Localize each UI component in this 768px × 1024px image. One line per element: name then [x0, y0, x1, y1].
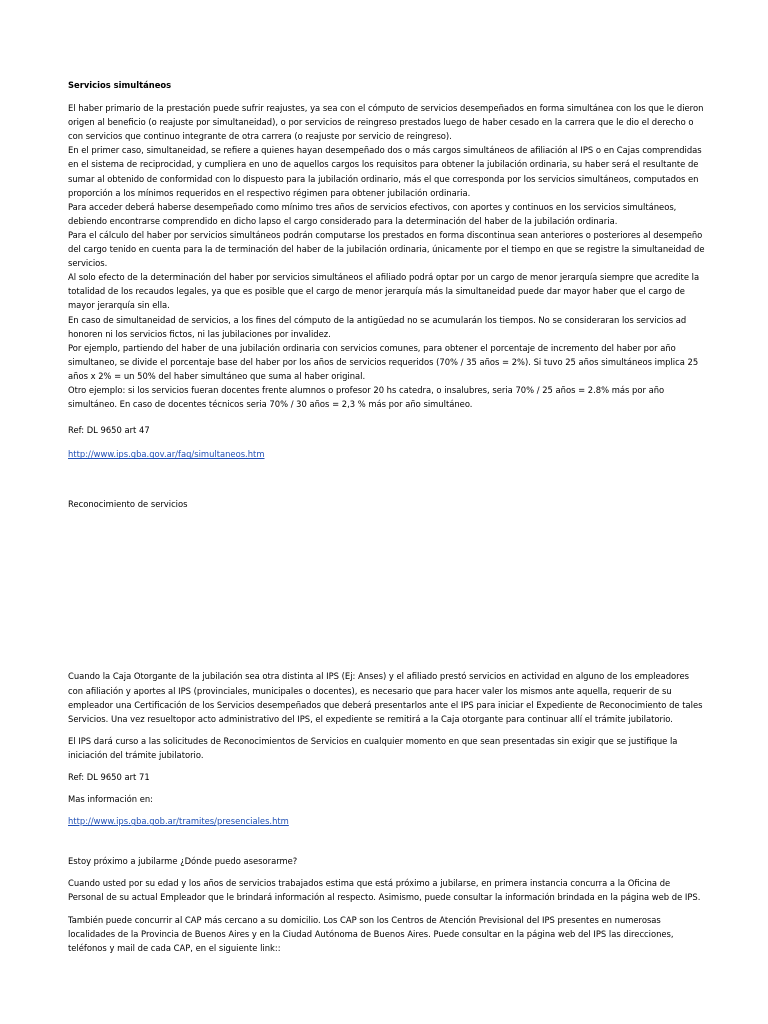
reference-text: Ref: DL 9650 art 71: [68, 772, 150, 782]
paragraph: Otro ejemplo: si los servicios fueran docentes frente alumnos o profesor 20 hs catedra, o insalubres, seria 70% / 25 años = 2.8% más por año simultáneo. En caso de docentes técnicos seria 70% / 30 años = 2,3 % más por año simultáneo.: [68, 384, 665, 410]
paragraph: El IPS dará curso a las solicitudes de Reconocimientos de Servicios en cualquier momento en que sean presentadas sin exigir que se justifique la iniciación del trámite jubilatorio.: [68, 735, 678, 760]
paragraph: El haber primario de la prestación puede sufrir reajustes, ya sea con el cómputo de servicios desempeñados en forma simultánea con los que le dieron origen al beneficio (o reajuste por simultaneidad), o por servicios de reingreso prestados luego de haber cesado en la carrera que le dio el derecho o con servicios que continuo integrante de otra carrera (o reajuste por servicio de reingreso).: [68, 103, 704, 142]
section-title-reconocimiento: Reconocimiento de servicios: [68, 499, 188, 510]
paragraph: En caso de simultaneidad de servicios, a los fines del cómputo de la antigüedad no se acumularán los tiempos. No se consideraran los servicios ad honoren ni los servicios fictos, ni las jubilaciones por invalidez.: [68, 314, 687, 339]
more-info-label: Mas información en:: [68, 794, 153, 805]
paragraph: Para el cálculo del haber por servicios simultáneos podrán computarse los prestados en forma discontinua sean anteriores o posteriores al desempeño del cargo tenido en cuenta para la de terminación del haber de la jubilación ordinaria, únicamente por el tiempo en que se registre la simultaneidad de servicios.: [68, 229, 705, 269]
blank-space: [68, 511, 706, 669]
section-title-servicios-simultaneos: Servicios simultáneos: [68, 80, 172, 90]
section-title-proximo-a-jubilarme: Estoy próximo a jubilarme ¿Dónde puedo asesorarme?: [68, 856, 298, 867]
paragraph: Al solo efecto de la determinación del haber por servicios simultáneos el afiliado podrá optar por un cargo de menor jerarquía siempre que acredite la totalidad de los recaudos legales, ya que es posible que el cargo de menor jerarquía más la simultaneidad puede dar mayor haber que el cargo de mayor jerarquía sin ella.: [68, 272, 700, 311]
paragraph: Por ejemplo, partiendo del haber de una jubilación ordinaria con servicios comunes, para obtener el porcentaje de incremento del haber por año simultaneo, se divide el porcentaje base del haber por los años de servicios requeridos (70% / 35 años = 2%). Si tuvo 25 años simultáneos implica 25 años x 2% = un 50% del haber simultáneo que suma al haber original.: [68, 342, 699, 381]
paragraph: Cuando usted por su edad y los años de servicios trabajados estima que está próximo a jubilarse, en primera instancia concurra a la Oficina de Personal de su actual Empleador que le brindará información al respecto. Asimismo, puede consultar la información brindada en la página web de IPS.: [68, 878, 701, 903]
document-page: [68, 78, 706, 963]
paragraph: También puede concurrir al CAP más cercano a su domicilio. Los CAP son los Centros de Atención Previsional del IPS presentes en numerosas localidades de la Provincia de Buenos Aires y en la Ciudad Autónoma de Buenos Aires. Puede consultar en la página web del IPS las direcciones, teléfonos y mail de cada CAP, en el siguiente link::: [68, 914, 674, 953]
paragraph: Cuando la Caja Otorgante de la jubilación sea otra distinta al IPS (Ej: Anses) y el afiliado prestó servicios en actividad en alguno de los empleadores con afiliación y aportes al IPS (provinciales, municipales o docentes), es necesario que para hacer valer los mismos ante aquella, requerir de su empleador una Certificación de los Servicios desempeñados que deberá presentarlos ante el IPS para iniciar el Expediente de Reconocimiento de tales Servicios. Una vez resueltopor acto administrativo del IPS, el expediente se remitirá a la Caja otorgante para continuar allí el trámite jubilatorio.: [68, 671, 703, 724]
paragraph: Para acceder deberá haberse desempeñado como mínimo tres años de servicios efectivos, con aportes y continuos en los servicios simultáneos, debiendo encontrarse comprendido en dicho lapso el cargo considerado para la determinación del haber de la jubilación ordinaria.: [68, 201, 677, 226]
section-body-servicios-simultaneos: [68, 101, 706, 411]
paragraph: En el primer caso, simultaneidad, se refiere a quienes hayan desempeñado dos o más cargos simultáneos de afiliación al IPS o en Cajas comprendidas en el sistema de reciprocidad, y cumpliera en uno de aquellos cargos los requisitos para obtener la jubilación ordinaria, su haber será el resultante de sumar al obtenido de conformidad con lo dispuesto para la jubilación ordinario, más el que corresponda por los servicios simultáneos, computados en proporción a los mínimos requeridos en el respectivo régimen para obtener jubilación ordinaria.: [68, 145, 702, 198]
simultaneos-link[interactable]: http://www.ips.gba.gov.ar/faq/simultaneos.htm: [68, 449, 265, 460]
presenciales-link[interactable]: http://www.ips.gba.gob.ar/tramites/presenciales.htm: [68, 816, 289, 827]
reference-text: Ref: DL 9650 art 47: [68, 425, 150, 436]
